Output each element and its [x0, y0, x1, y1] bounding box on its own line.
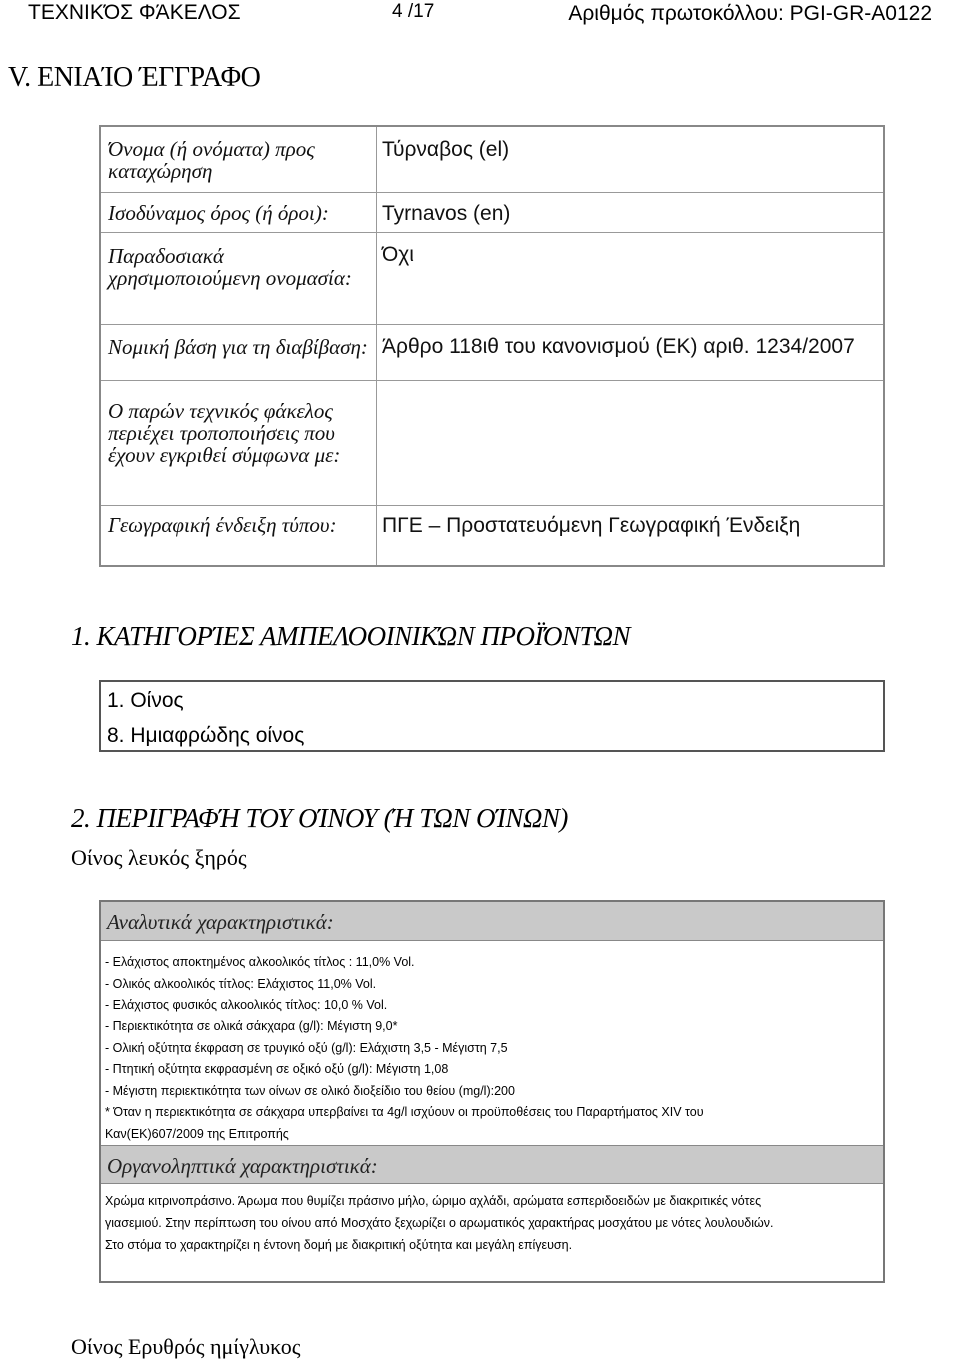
table-row-divider	[101, 380, 883, 381]
value-registration-name: Τύρναβος (el)	[382, 138, 510, 161]
analytical-line: - Ολικός αλκοολικός τίτλος: Ελάχιστος 11,0% Vol.	[105, 977, 377, 991]
label-equivalent-term: Ισοδύναμος όρος (ή όροι):	[108, 201, 329, 225]
table-row-divider	[101, 232, 883, 233]
label-amendments: Ο παρών τεχνικός φάκελος περιέχει τροποποιήσεις που έχουν εγκριθεί σύμφωνα με:	[108, 399, 341, 467]
value-equivalent-term: Tyrnavos (en)	[382, 202, 511, 225]
table-row-divider	[101, 324, 883, 325]
organoleptic-heading-band	[101, 1145, 883, 1184]
header-protocol-number: Αριθμός πρωτοκόλλου: PGI-GR-A0122	[568, 2, 932, 25]
analytical-line: - Ελάχιστος φυσικός αλκοολικός τίτλος: 10,0 % Vol.	[105, 998, 388, 1012]
value-gi-type: ΠΓΕ – Προστατευόμενη Γεωγραφική Ένδειξη	[382, 514, 801, 537]
category-item: 1. Οίνος	[107, 689, 184, 712]
wine-title: Οίνος λευκός ξηρός	[71, 845, 247, 870]
description-heading: 2. ΠΕΡΙΓΡΑΦΉ ΤΟΥ ΟΊΝΟΥ (Ή ΤΩΝ ΟΊΝΩΝ)	[71, 803, 568, 833]
organoleptic-line: Χρώμα κιτρινοπράσινο. Άρωμα που θυμίζει πράσινο μήλο, ώριμο αχλάδι, αρώματα εσπεριδοειδών με διακριτικές νότες	[105, 1194, 762, 1208]
categories-box	[99, 680, 885, 752]
next-wine-title: Οίνος Ερυθρός ημίγλυκος	[71, 1334, 301, 1359]
registration-table	[99, 125, 885, 567]
analytical-line: - Ελάχιστος αποκτημένος αλκοολικός τίτλος : 11,0% Vol.	[105, 955, 415, 969]
header-doc-type: ΤΕΧΝΙΚΌΣ ΦΆΚΕΛΟΣ	[28, 1, 241, 24]
analytical-line: - Μέγιστη περιεκτικότητα των οίνων σε ολικό διοξείδιο του θείου (mg/l):200	[105, 1084, 515, 1098]
label-registration-name: Όνομα (ή ονόματα) προς καταχώρηση	[108, 137, 315, 183]
characteristics-box	[99, 900, 885, 1283]
organoleptic-line: Στο στόμα το χαρακτηρίζει η έντονη δομή με διακριτική οξύτητα και μεγάλη επίγευση.	[105, 1238, 573, 1252]
categories-heading: 1. ΚΑΤΗΓΟΡΊΕΣ ΑΜΠΕΛΟΟΙΝΙΚΏΝ ΠΡΟΪΌΝΤΩΝ	[71, 621, 631, 651]
section-title: V. ΕΝΙΑΊΟ ΈΓΓΡΑΦΟ	[8, 62, 261, 93]
analytical-line: Καν(ΕΚ)607/2009 της Επιτροπής	[105, 1127, 289, 1141]
header-page-number: 4 /17	[392, 1, 435, 22]
organoleptic-line: γιασεμιού. Στην περίπτωση του οίνου από Μοσχάτο ξεχωρίζει ο αρωματικός χαρακτήρας μοσχάτου με νότες λουλουδιών.	[105, 1216, 774, 1230]
table-row-divider	[101, 505, 883, 506]
analytical-line: - Περιεκτικότητα σε ολικά σάκχαρα (g/l): Μέγιστη 9,0*	[105, 1019, 398, 1033]
analytical-line: - Ολική οξύτητα έκφραση σε τρυγικό οξύ (g/l): Ελάχιστη 3,5 - Μέγιστη 7,5	[105, 1041, 508, 1055]
label-legal-basis: Νομική βάση για τη διαβίβαση:	[108, 335, 368, 359]
value-legal-basis: Άρθρο 118ιθ του κανονισμού (ΕΚ) αριθ. 1234/2007	[382, 335, 855, 358]
analytical-line: - Πτητική οξύτητα εκφρασμένη σε οξικό οξύ (g/l): Μέγιστη 1,08	[105, 1062, 449, 1076]
table-row-divider	[101, 192, 883, 193]
analytical-heading-band	[101, 902, 883, 941]
analytical-line: * Όταν η περιεκτικότητα σε σάκχαρα υπερβαίνει τα 4g/l ισχύουν οι προϋποθέσεις του Παραρτήματος XIV του	[105, 1105, 704, 1119]
label-gi-type: Γεωγραφική ένδειξη τύπου:	[108, 513, 337, 537]
analytical-heading: Αναλυτικά χαρακτηριστικά:	[107, 910, 334, 934]
label-traditional-name: Παραδοσιακά χρησιμοποιούμενη ονομασία:	[108, 244, 352, 290]
category-item: 8. Ημιαφρώδης οίνος	[107, 724, 305, 747]
value-traditional-name: Όχι	[382, 243, 414, 266]
organoleptic-heading: Οργανοληπτικά χαρακτηριστικά:	[107, 1154, 378, 1178]
